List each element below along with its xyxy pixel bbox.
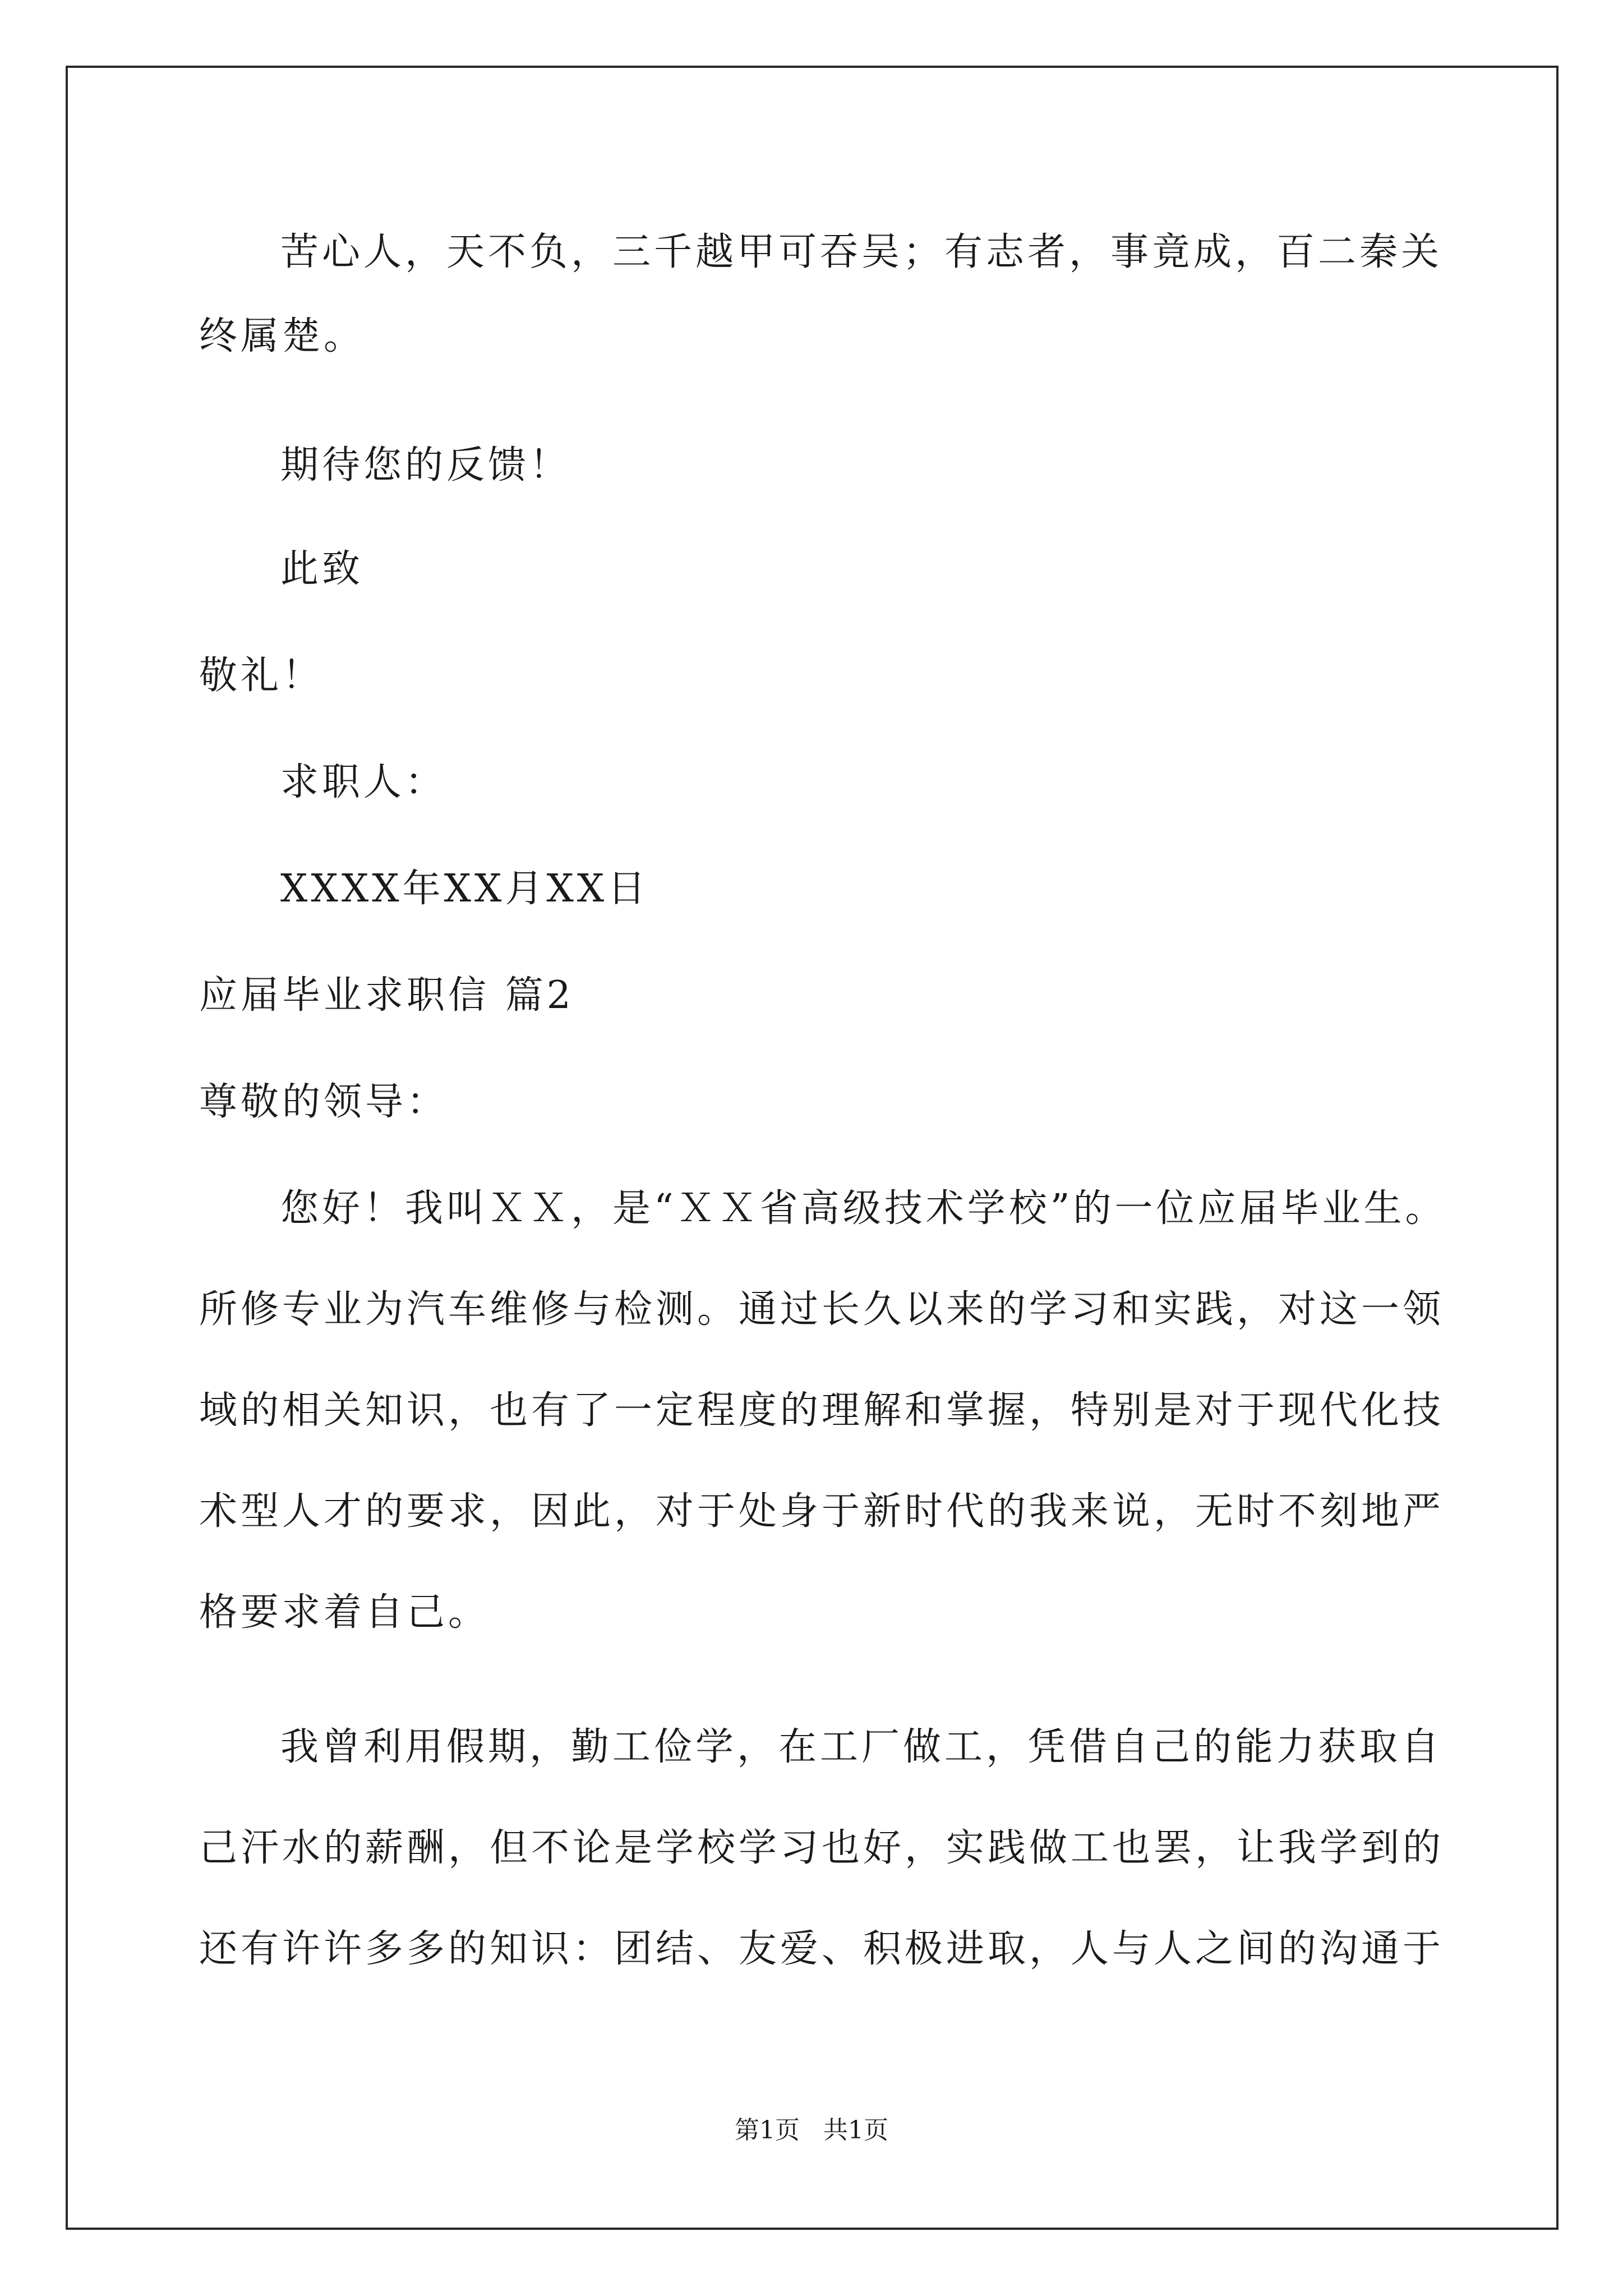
page-footer: 第1页 共1页 <box>735 2116 888 2145</box>
salutation: 尊敬的领导： <box>199 1080 449 1124</box>
paragraph-2-line-1: 您好！我叫ＸＸ，是“ＸＸ省高级技术学校”的一位应届毕业生。 <box>280 1186 1447 1231</box>
paragraph-1-line-2: 终属楚。 <box>199 314 366 358</box>
closing-cizhi: 此致 <box>280 547 364 591</box>
paragraph-2-line-2: 所修专业为汽车维修与检测。通过长久以来的学习和实践，对这一领 <box>199 1287 1445 1332</box>
paragraph-2-line-3: 域的相关知识，也有了一定程度的理解和掌握，特别是对于现代化技 <box>199 1388 1445 1433</box>
closing-jingli: 敬礼！ <box>199 654 324 698</box>
paragraph-2-line-5: 格要求着自己。 <box>199 1590 490 1635</box>
applicant-label: 求职人： <box>280 760 447 804</box>
section-title: 应届毕业求职信 篇2 <box>199 973 574 1018</box>
date-line: XXXX年XX月XX日 <box>280 867 649 911</box>
paragraph-3-line-1: 我曾利用假期，勤工俭学，在工厂做工，凭借自己的能力获取自 <box>280 1725 1443 1769</box>
paragraph-2-line-4: 术型人才的要求，因此，对于处身于新时代的我来说，无时不刻地严 <box>199 1489 1445 1534</box>
page-border <box>66 66 1559 2230</box>
closing-feedback: 期待您的反馈！ <box>280 443 571 487</box>
paragraph-3-line-3: 还有许许多多的知识：团结、友爱、积极进取，人与人之间的沟通于 <box>199 1927 1445 1971</box>
paragraph-1-line-1: 苦心人，天不负，三千越甲可吞吴；有志者，事竟成，百二秦关 <box>280 230 1443 274</box>
paragraph-3-line-2: 己汗水的薪酬，但不论是学校学习也好，实践做工也罢，让我学到的 <box>199 1826 1445 1870</box>
